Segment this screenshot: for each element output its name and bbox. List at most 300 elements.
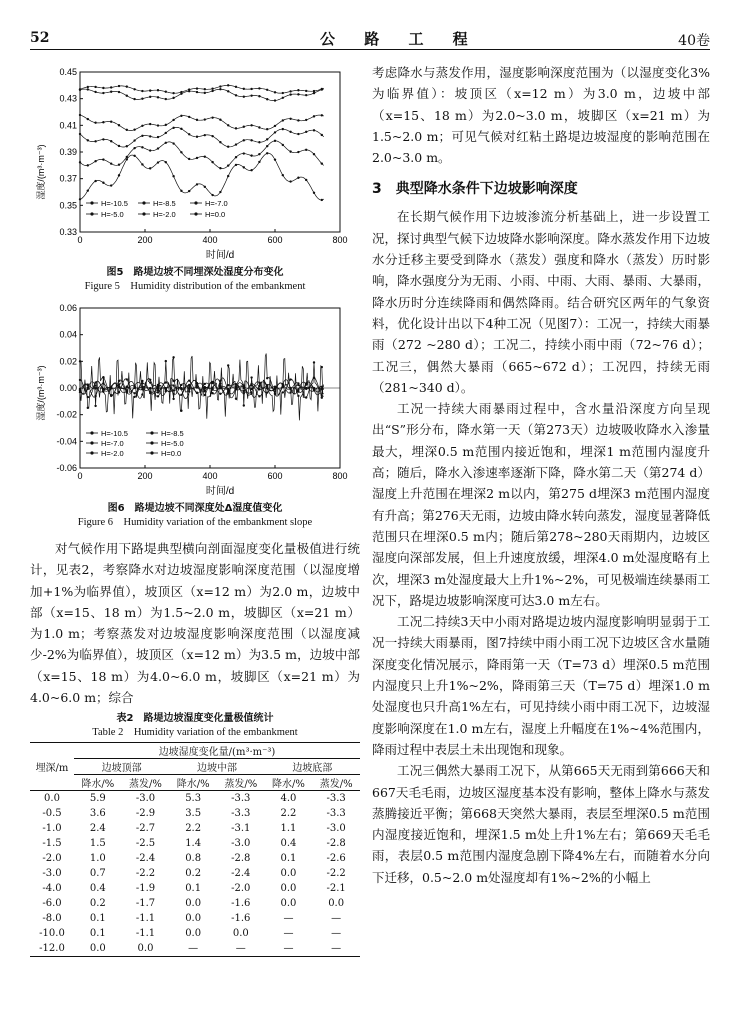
figure5-series-marker (250, 94, 252, 96)
table-2-grid (30, 742, 360, 957)
figure5-series-marker (133, 128, 135, 130)
figure5-series-marker (258, 87, 260, 89)
figure5-series-marker (188, 158, 190, 160)
figure5-series-marker (274, 131, 276, 133)
figure6-series-marker (250, 383, 252, 385)
figure5-series-marker (204, 92, 206, 94)
figure6-xtick-label: 800 (332, 471, 348, 481)
figure5-xtick-label: 200 (137, 235, 153, 245)
figure5-series-marker (266, 98, 268, 100)
figure5-series-marker (297, 177, 299, 179)
table-group-bottom: 边坡底部 (265, 759, 360, 775)
figure6-series-marker (258, 385, 260, 387)
figure5-series-marker (141, 135, 143, 137)
figure5-series-marker (180, 151, 182, 153)
figure5-series-marker (133, 139, 135, 141)
figure5-series-marker (133, 147, 135, 149)
figure6-series-marker (204, 383, 206, 385)
figure5-series-marker (305, 90, 307, 92)
figure5-series-marker (118, 124, 120, 126)
table-cell: 1.4 (185, 838, 202, 850)
figure5-series-marker (274, 91, 276, 93)
figure6-ytick-label: 0.02 (59, 356, 77, 367)
figure6-series-marker (289, 391, 291, 393)
figure6-series-marker (118, 383, 120, 385)
figure6-series-marker (243, 384, 245, 386)
figure5-legend-marker (90, 201, 93, 204)
running-header (30, 28, 710, 50)
figure6-series-marker (235, 397, 237, 399)
table-2-caption: 表2 路堤边坡湿度变化量极值统计 (116, 713, 274, 725)
figure5-series-marker (243, 96, 245, 98)
table-cell: -1.6 (231, 913, 251, 925)
figure6-legend-marker (90, 451, 93, 454)
figure5-series-marker (282, 144, 284, 146)
figure5-series-marker (274, 140, 276, 142)
table-cell: -2.4 (231, 868, 251, 880)
table-subheader: 降水/% (265, 775, 313, 791)
figure5-series-marker (219, 141, 221, 143)
figure5-series-marker (313, 192, 315, 194)
figure5-series-marker (188, 116, 190, 118)
table-cell: 0.4 (89, 883, 106, 895)
right-paragraph-2: 在长期气候作用下边坡渗流分析基础上，进一步设置工况，探讨典型气候下边坡降水影响深度。降水蒸发作用下边坡水分迁移主要受到降水（蒸发）强度和降水（蒸发）历时影响，降水强度分为无雨、小雨、中雨、大雨、暴雨、大暴雨，降水历时分连续降雨和偶然降雨。结合研究区两年的气象资料，优化设计出以下4种工况（见图7）：工况一，持续大雨暴雨（272 ~280 d）；工况二，持续小雨中雨（72~76 d）；工况三，偶然大暴雨（665~672 d）；工况四，持续无雨（281~340 d）。 (372, 209, 710, 395)
figure6-legend-marker (150, 451, 153, 454)
figure6-series-marker (133, 392, 135, 394)
table-cell: -3.0 (42, 868, 62, 880)
table-row (30, 836, 360, 851)
figure5-series-marker (110, 162, 112, 164)
figure6-series-marker (258, 382, 260, 384)
table-row (30, 896, 360, 911)
figure5-series-marker (149, 149, 151, 151)
figure5-series-marker (282, 174, 284, 176)
figure5-series-marker (196, 183, 198, 185)
table-cell: 0.0 (185, 913, 202, 925)
figure5-series-marker (196, 157, 198, 159)
left-paragraph: 对气候作用下路堤典型横向剖面湿度变化量极值进行统计，见表2，考察降水对边坡湿度影响深度范围（以湿度增加+1%为临界值），坡顶区（x=12 m）为2.0 m，边坡中部（x=15、18 m）为1.5~2.0 m，坡脚区（x=21 m）为1.0 m；考察蒸发对边坡湿度影响深度范围（以湿度减少-2%为临界值），坡顶区（x=12 m）为3.5 m，边坡中部（x=15、18 m）为4.0~6.0 m，坡脚区（x=21 m）为4.0~6.0 m；综合 (30, 541, 360, 706)
figure5-series-marker (180, 190, 182, 192)
figure5-series-marker (141, 163, 143, 165)
figure6-series-marker (297, 388, 299, 390)
table-cell: — (331, 913, 342, 925)
table-cell: — (283, 913, 294, 925)
table-cell: 1.1 (280, 823, 297, 835)
table-cell: 0.7 (89, 868, 106, 880)
table-cell: 4.0 (280, 793, 297, 805)
figure6-legend-label: H=-8.5 (161, 429, 184, 438)
figure5-series-marker (282, 97, 284, 99)
figure-6 (30, 298, 360, 530)
figure5-series-marker (204, 118, 206, 120)
figure6-series-marker (157, 384, 159, 386)
figure5-series-marker (266, 128, 268, 130)
figure5-series-marker (305, 149, 307, 151)
table-header-group: 边坡湿度变化量/(m³·m⁻³) (74, 743, 360, 759)
figure5-series-marker (274, 125, 276, 127)
figure6-xtick-label: 400 (202, 471, 218, 481)
figure5-series-marker (227, 164, 229, 166)
figure5-series-marker (266, 152, 268, 154)
figure6-series-marker (79, 391, 81, 393)
figure5-series-marker (165, 124, 167, 126)
figure5-series-marker (266, 145, 268, 147)
table-row (30, 866, 360, 881)
figure-6-caption-en: Figure 6 Humidity variation of the embankment slope (77, 517, 313, 528)
figure6-series-marker (196, 386, 198, 388)
figure5-series-line (80, 89, 324, 101)
table-cell: -2.1 (326, 883, 346, 895)
table-cell: -2.8 (326, 838, 346, 850)
figure5-series-marker (321, 162, 323, 164)
figure6-series-marker (188, 384, 190, 386)
figure5-series-marker (305, 119, 307, 121)
table-row (30, 791, 360, 807)
table-cell: -4.0 (42, 883, 62, 895)
figure5-ytick-label: 0.41 (59, 120, 77, 131)
figure6-ytick-label: -0.06 (56, 463, 77, 473)
figure5-series-marker (141, 90, 143, 92)
table-cell: -3.3 (231, 808, 251, 820)
figure5-series-marker (87, 189, 89, 191)
figure6-series-marker (274, 390, 276, 392)
table-cell: 0.0 (280, 868, 297, 880)
header-rule (30, 49, 710, 50)
figure5-series-marker (94, 121, 96, 123)
figure5-series-marker (258, 95, 260, 97)
right-paragraph-5: 工况三偶然大暴雨工况下，从第665天无雨到第666天和667天毛毛雨，边坡区湿度基本没有影响，整体上降水与蒸发蒸腾接近平衡；第668天突然大暴雨，表层至埋深0.5 m范围内湿度接近饱和，埋深1.5 m处上升1%左右；第669天毛毛雨，表层0.5 m范围内湿度急剧下降4%左右，而随着水分向下迁移，0.5~2.0 m处湿度却有1%~2%的小幅上 (372, 763, 710, 885)
figure6-series-marker (180, 410, 182, 412)
table-cell: 3.5 (185, 808, 202, 820)
figure5-series-marker (297, 133, 299, 135)
figure6-ytick-label: 0.04 (59, 329, 77, 340)
figure5-series-marker (157, 161, 159, 163)
figure5-ytick-label: 0.33 (59, 227, 77, 237)
figure5-series-marker (227, 84, 229, 86)
figure5-series-marker (157, 89, 159, 91)
figure5-series-marker (188, 190, 190, 192)
table-cell: -3.0 (135, 793, 156, 805)
table-cell: 0.0 (280, 883, 297, 895)
figure5-series-marker (219, 119, 221, 121)
figure6-series-marker (204, 394, 206, 396)
table-cell: -3.3 (231, 793, 251, 805)
table-cell: 0.0 (185, 898, 202, 910)
figure6-series-marker (102, 376, 104, 378)
figure5-series-marker (297, 89, 299, 91)
figure6-series-marker (196, 392, 198, 394)
figure5-series-marker (321, 88, 323, 90)
figure5-series-marker (141, 125, 143, 127)
table-cell: -2.2 (135, 868, 156, 880)
figure5-series-marker (243, 88, 245, 90)
figure5-series-marker (165, 91, 167, 93)
figure5-series-marker (165, 142, 167, 144)
figure6-series-marker (172, 398, 174, 400)
figure5-xtick-label: 400 (202, 235, 218, 245)
table-cell: -3.3 (326, 808, 346, 820)
figure6-series-marker (149, 390, 151, 392)
figure5-series-marker (289, 118, 291, 120)
figure5-series-marker (172, 142, 174, 144)
figure6-series-marker (188, 387, 190, 389)
table-cell: 0.8 (185, 853, 202, 865)
table-cell: -1.9 (135, 883, 156, 895)
figure5-series-marker (250, 169, 252, 171)
table-cell: 0.0 (44, 793, 60, 805)
figure5-series-marker (219, 191, 221, 193)
volume-label: 40卷 (678, 33, 710, 49)
figure6-series-marker (141, 380, 143, 382)
figure5-series-marker (211, 116, 213, 118)
figure5-series-line (80, 115, 324, 131)
figure5-series-marker (94, 86, 96, 88)
figure6-series-marker (289, 388, 291, 390)
figure5-legend-marker (90, 212, 93, 215)
figure5-series-marker (211, 88, 213, 90)
figure5-ytick-label: 0.35 (59, 200, 77, 211)
figure6-series-marker (126, 378, 128, 380)
figure5-series-marker (102, 92, 104, 94)
figure5-series-marker (102, 138, 104, 140)
figure5-series-marker (165, 132, 167, 134)
figure5-series-marker (282, 128, 284, 130)
figure5-series-marker (297, 93, 299, 95)
figure6-legend-marker (150, 441, 153, 444)
figure6-series-marker (157, 391, 159, 393)
figure5-series-marker (227, 90, 229, 92)
figure6-series-marker (258, 388, 260, 390)
figure5-legend-label: H=-5.0 (101, 210, 124, 219)
table-cell: 0.0 (122, 941, 170, 957)
figure6-series-marker (118, 380, 120, 382)
figure6-ytick-label: 0.00 (59, 383, 77, 393)
figure5-series-marker (94, 160, 96, 162)
figure6-series-marker (313, 388, 315, 390)
table-cell: — (169, 941, 217, 957)
figure5-series-line (80, 85, 324, 93)
figure5-series-marker (102, 158, 104, 160)
figure-5-chart (30, 62, 360, 262)
figure6-series-marker (180, 384, 182, 386)
figure5-legend-label: H=-2.0 (153, 210, 176, 219)
figure6-series-marker (313, 361, 315, 363)
figure6-series-marker (321, 397, 323, 399)
figure5-series-marker (235, 94, 237, 96)
figure5-series-marker (227, 124, 229, 126)
table-cell: 0.0 (74, 941, 122, 957)
figure6-series-marker (305, 396, 307, 398)
figure6-xtick-label: 0 (77, 471, 83, 481)
figure5-series-marker (321, 114, 323, 116)
table-cell: 2.2 (185, 823, 202, 835)
fig5-xlabel: 时间/d (205, 250, 235, 261)
table-cell: -1.7 (135, 898, 156, 910)
figure6-series-marker (79, 379, 81, 381)
figure5-series-marker (258, 153, 260, 155)
figure5-series-marker (282, 119, 284, 121)
figure5-series-marker (235, 127, 237, 129)
figure5-series-marker (110, 91, 112, 93)
figure5-series-marker (219, 167, 221, 169)
figure5-legend-label: H=0.0 (205, 210, 226, 219)
figure5-series-marker (243, 139, 245, 141)
table-row (30, 941, 360, 957)
figure5-series-marker (149, 96, 151, 98)
figure6-series-marker (110, 395, 112, 397)
figure6-series-marker (149, 381, 151, 383)
figure5-series-marker (289, 131, 291, 133)
figure5-series-marker (321, 134, 323, 136)
figure6-series-marker (126, 385, 128, 387)
figure5-ytick-label: 0.43 (59, 93, 77, 104)
figure5-series-marker (204, 88, 206, 90)
table-cell: 0.1 (280, 853, 297, 865)
figure6-series-marker (141, 385, 143, 387)
figure5-series-marker (172, 97, 174, 99)
figure-5-caption-en: Figure 5 Humidity distribution of the embankment (84, 281, 306, 292)
table-cell: -2.0 (42, 853, 62, 865)
figure6-series-marker (243, 390, 245, 392)
figure5-xtick-label: 800 (332, 235, 348, 245)
figure5-legend-marker (142, 212, 145, 215)
figure5-legend-label: H=-8.5 (153, 199, 176, 208)
figure5-series-marker (172, 119, 174, 121)
table-cell: 0.1 (89, 928, 106, 940)
figure5-series-marker (196, 87, 198, 89)
table-cell: -2.9 (135, 808, 156, 820)
figure6-series-marker (87, 383, 89, 385)
figure5-xtick-label: 600 (267, 235, 283, 245)
figure5-series-marker (297, 119, 299, 121)
figure6-xtick-label: 600 (267, 471, 283, 481)
table-cell: 1.5 (89, 838, 106, 850)
figure5-series-marker (305, 179, 307, 181)
table-cell: — (331, 928, 342, 940)
table-cell: -1.5 (42, 838, 62, 850)
table-cell: -3.0 (231, 838, 251, 850)
figure6-xtick-label: 200 (137, 471, 153, 481)
table-row (30, 851, 360, 866)
figure5-series-marker (172, 92, 174, 94)
table-cell: 0.0 (185, 928, 202, 940)
table-cell: — (265, 941, 313, 957)
right-column (372, 62, 710, 888)
figure5-series-marker (266, 89, 268, 91)
figure5-series-marker (235, 164, 237, 166)
figure6-series-marker (79, 360, 81, 362)
figure5-series-marker (211, 90, 213, 92)
table-2 (30, 712, 360, 957)
figure5-series-marker (274, 99, 276, 101)
figure5-series-marker (243, 166, 245, 168)
figure5-series-marker (126, 85, 128, 87)
figure6-series-marker (235, 383, 237, 385)
figure6-series-marker (219, 393, 221, 395)
figure5-series-marker (79, 89, 81, 91)
figure6-series-marker (157, 389, 159, 391)
figure5-series-marker (141, 98, 143, 100)
figure5-series-marker (165, 161, 167, 163)
figure6-series-marker (211, 381, 213, 383)
figure5-series-marker (126, 129, 128, 131)
table-cell: 0.1 (89, 913, 106, 925)
figure5-series-marker (180, 128, 182, 130)
figure5-series-marker (258, 141, 260, 143)
figure6-series-marker (133, 396, 135, 398)
figure5-series-marker (204, 134, 206, 136)
figure5-ytick-label: 0.45 (59, 67, 77, 77)
figure5-plot-frame (80, 72, 340, 232)
figure5-legend-label: H=-7.0 (205, 199, 228, 208)
figure6-legend-label: H=-5.0 (161, 439, 184, 448)
figure5-series-marker (110, 140, 112, 142)
figure6-series-marker (87, 407, 89, 409)
figure5-series-marker (165, 98, 167, 100)
table-row (30, 806, 360, 821)
figure5-series-marker (204, 155, 206, 157)
figure6-series-marker (172, 384, 174, 386)
figure6-ytick-label: 0.06 (59, 303, 77, 313)
figure5-series-marker (149, 135, 151, 137)
figure6-series-marker (94, 381, 96, 383)
figure5-series-marker (102, 87, 104, 89)
table-cell: -2.0 (231, 883, 251, 895)
figure5-series-marker (79, 114, 81, 116)
figure5-series-marker (172, 175, 174, 177)
figure6-series-marker (172, 380, 174, 382)
right-paragraph-3: 工况一持续大雨暴雨过程中，含水量沿深度方向呈现出“S”形分布，降水第一天（第273天）边坡吸收降水入渗量最大，埋深0.5 m范围内接近饱和，埋深1 m范围内湿度升高；随后，降水入渗速率逐渐下降，降水第二天（第274 d）湿度上升范围在埋深2 m以内，第275 d埋深3 m范围内湿度有升高；第276天无雨，边坡由降水转向蒸发，湿度显著降低范围只在埋深0.5 m内；随后第278~280天雨期内，边坡区湿度向深部发展，但上升速度放缓，埋深4.0 m处湿度略有上次，埋深3 m处湿度最大上升1%~2%，可见极端连续暴雨工况下，路堤边坡影响深度可达3.0 m左右。 (372, 401, 710, 608)
figure6-series-marker (165, 381, 167, 383)
figure5-series-marker (118, 145, 120, 147)
table-cell: 2.2 (280, 808, 297, 820)
figure6-series-marker (250, 376, 252, 378)
figure5-series-marker (235, 156, 237, 158)
figure5-series-marker (289, 150, 291, 152)
figure5-series-marker (102, 182, 104, 184)
figure6-series-marker (282, 383, 284, 385)
figure5-series-marker (313, 90, 315, 92)
figure5-series-marker (235, 143, 237, 145)
fig5-ylabel: 湿度/(m³·m⁻³) (36, 144, 46, 200)
table-cell: -1.0 (42, 823, 62, 835)
table-cell: -2.8 (231, 853, 251, 865)
table-cell: 0.0 (280, 898, 297, 910)
figure6-series-marker (289, 378, 291, 380)
figure5-series-marker (172, 127, 174, 129)
figure5-series-marker (133, 98, 135, 100)
figure5-series-marker (196, 119, 198, 121)
figure5-series-marker (87, 86, 89, 88)
figure6-series-marker (211, 388, 213, 390)
figure5-series-marker (313, 153, 315, 155)
table-cell: — (312, 941, 360, 957)
section-3-title: 3 典型降水条件下边坡影响深度 (372, 181, 578, 198)
journal-title: 公 路 工 程 (320, 30, 480, 48)
table-cell: 0.0 (232, 928, 249, 940)
figure5-series-marker (321, 199, 323, 201)
table-cell: -10.0 (39, 928, 65, 940)
figure5-series-marker (126, 158, 128, 160)
table-2-caption-en: Table 2 Humidity variation of the embankment (92, 727, 298, 739)
figure5-series-marker (305, 94, 307, 96)
table-subheader: 蒸发/% (122, 775, 170, 791)
figure5-series-marker (313, 129, 315, 131)
figure5-series-marker (87, 118, 89, 120)
figure6-series-marker (94, 384, 96, 386)
figure5-series-marker (250, 88, 252, 90)
figure5-series-marker (188, 90, 190, 92)
